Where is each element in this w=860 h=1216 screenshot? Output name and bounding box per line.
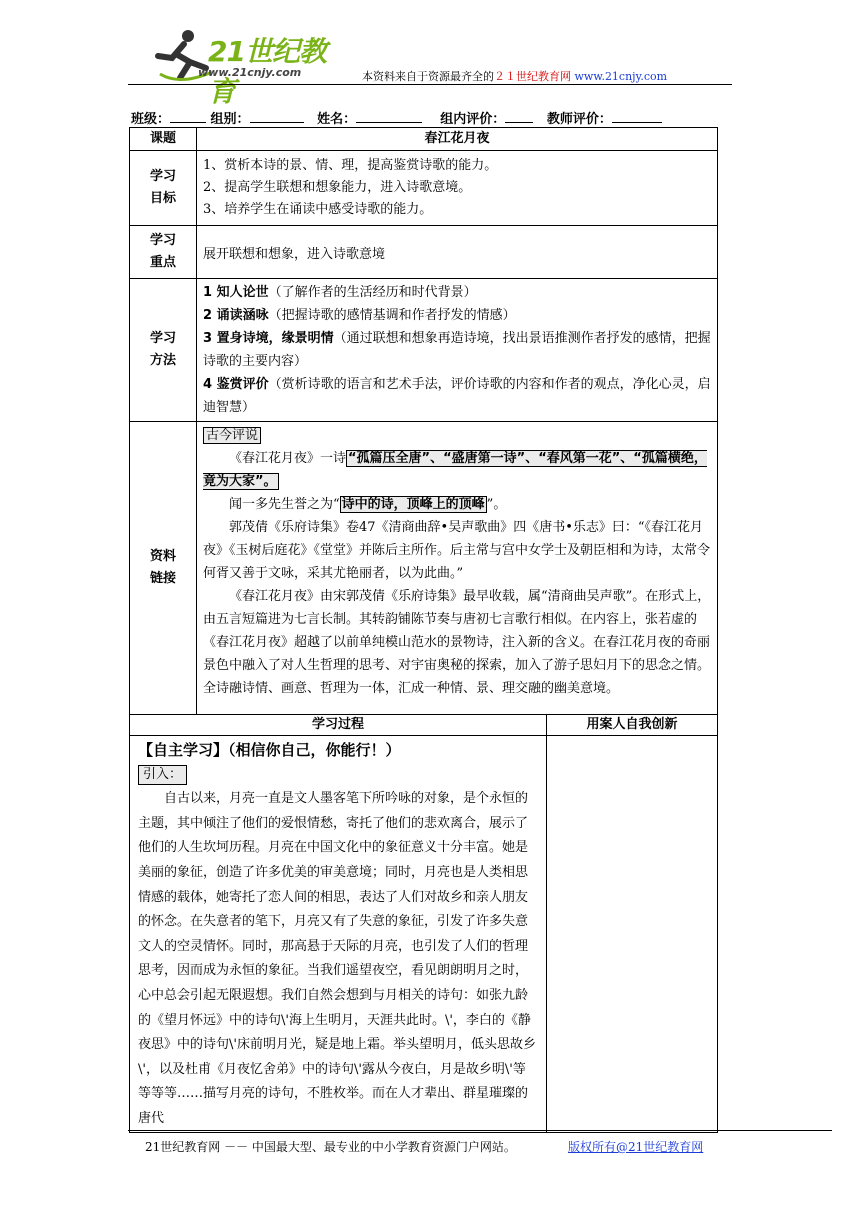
topic-label: 课题 xyxy=(130,128,197,151)
highlighted-quote: 诗中的诗，顶峰上的顶峰 xyxy=(341,497,485,512)
site-name-link[interactable]: ２１世纪教育网 xyxy=(494,70,571,83)
methods-label: 学习方法 xyxy=(130,279,197,422)
footer-divider xyxy=(128,1130,832,1131)
footer-text: 21世纪教育网 －－ 中国最大型、最专业的中小学教育资源门户网站。 xyxy=(145,1140,516,1154)
methods-cell xyxy=(197,279,718,422)
method-item: 1 知人论世（了解作者的生活经历和时代背景） xyxy=(203,285,477,300)
intro-tag: 引入： xyxy=(138,765,187,785)
goals-label: 学习目标 xyxy=(130,151,197,226)
highlighted-quote: “孤篇压全唐”、“盛唐第一诗”、“春风第一花”、“孤篇横绝，竟为大家”。 xyxy=(203,451,707,489)
goal-item: 3、培养学生在诵读中感受诗歌的能力。 xyxy=(203,202,433,217)
resources-paragraph: 《春江花月夜》一诗 “孤篇压全唐”、“盛唐第一诗”、“春风第一花”、“孤篇横绝，竟为大家”。 xyxy=(203,451,707,489)
logo-text: 21世纪教育 xyxy=(208,35,326,108)
peer-eval-blank[interactable] xyxy=(505,110,533,123)
name-blank[interactable] xyxy=(356,110,422,123)
self-innovation-header: 用案人自我创新 xyxy=(547,715,718,736)
study-title: 【自主学习】（相信你自己，你能行！） xyxy=(138,741,401,759)
resources-label: 资料链接 xyxy=(130,422,197,715)
method-item: 4 鉴赏评价（赏析诗歌的语言和艺术手法，评价诗歌的内容和作者的观点，净化心灵，启迪智慧） xyxy=(203,377,711,415)
goals-cell xyxy=(197,151,718,226)
resources-cell xyxy=(197,422,718,715)
teacher-eval-blank[interactable] xyxy=(612,110,662,123)
lesson-plan-table xyxy=(129,127,718,1133)
process-header: 学习过程 xyxy=(130,715,547,736)
process-header-row xyxy=(130,715,718,736)
header-note: 本资料来自于资源最齐全的２１世纪教育网 www.21cnjy.com xyxy=(362,70,668,83)
methods-row xyxy=(130,279,718,422)
self-innovation-cell[interactable] xyxy=(547,736,718,1133)
method-item: 2 诵读涵咏（把握诗歌的感情基调和作者抒发的情感） xyxy=(203,308,516,323)
study-cell xyxy=(130,736,547,1133)
student-info-line: 班级： 组别： 姓名： 组内评价： 教师评价： xyxy=(131,108,662,127)
resources-paragraph: 《春江花月夜》由宋郭茂倩《乐府诗集》最早收载，属“清商曲吴声歌”。在形式上，由五言短篇进为七言长制。其转韵铺陈节奏与唐初七言歌行相似。在内容上，张若虚的《春江花月夜》超越了以前单纯模山范水的景物诗，注入新的含义。在春江花月夜的奇丽景色中融入了对人生哲理的思考、对宇宙奥秘的探索，加入了游子思妇月下的思念之情。全诗融诗情、画意、哲理为一体，汇成一种情、景、理交融的幽美意境。 xyxy=(203,589,711,696)
goal-item: 2、提高学生联想和想象能力，进入诗歌意境。 xyxy=(203,180,472,195)
goals-row xyxy=(130,151,718,226)
focus-label: 学习重点 xyxy=(130,226,197,279)
topic-title: 春江花月夜 xyxy=(197,128,718,151)
site-logo xyxy=(150,28,340,108)
focus-cell: 展开联想和想象，进入诗歌意境 xyxy=(197,226,718,279)
intro-text: 自古以来，月亮一直是文人墨客笔下所吟咏的对象，是个永恒的主题，其中倾注了他们的爱恨情愁，寄托了他们的悲欢离合，展示了他们的人生坎坷历程。月亮在中国文化中的象征意义十分丰富。她是美丽的象征，创造了许多优美的审美意境；同时，月亮也是人类相思情感的载体，她寄托了恋人间的相思，表达了人们对故乡和亲人朋友的怀念。在失意者的笔下，月亮又有了失意的象征，引发了许多失意文人的空灵情怀。同时，那高悬于天际的月亮，也引发了人们的哲理思考，因而成为永恒的象征。当我们遥望夜空，看见朗朗明月之时，心中总会引起无限遐想。我们自然会想到与月相关的诗句：如张九龄的《望月怀远》中的诗句\'海上生明月，天涯共此时。\'，李白的《静夜思》中的诗句\'床前明月光，疑是地上霜。举头望明月，低头思故乡\'，以及杜甫《月夜忆舍弟》中的诗句\'露从今夜白，月是故乡明\'等等等等……描写月亮的诗句，不胜枚举。而在人才辈出、群星璀璨的唐代 xyxy=(138,791,536,1126)
resources-paragraph: 郭茂倩《乐府诗集》卷47《清商曲辞•吴声歌曲》四《唐书•乐志》曰：“《春江花月夜》《玉树后庭花》《堂堂》并陈后主所作。后主常与宫中女学士及朝臣相和为诗，太常令何胥又善于文咏，采其尤艳丽者，以为此曲。” xyxy=(203,520,711,581)
logo-url: www.21cnjy.com xyxy=(198,66,302,79)
copyright-link[interactable]: 版权所有@21世纪教育网 xyxy=(568,1140,704,1154)
method-item: 3 置身诗境，缘景明情（通过联想和想象再造诗境，找出景语推测作者抒发的感情，把握诗歌的主要内容） xyxy=(203,331,711,369)
focus-row xyxy=(130,226,718,279)
group-blank[interactable] xyxy=(250,110,304,123)
site-url-link[interactable]: www.21cnjy.com xyxy=(574,70,668,83)
class-blank[interactable] xyxy=(170,110,206,123)
resources-tag: 古今评说 xyxy=(203,427,261,444)
topic-row xyxy=(130,128,718,151)
header-divider xyxy=(128,84,732,85)
goal-item: 1、赏析本诗的景、情、理，提高鉴赏诗歌的能力。 xyxy=(203,158,498,173)
resources-row xyxy=(130,422,718,715)
study-row xyxy=(130,736,718,1133)
resources-paragraph: 闻一多先生誉之为“ 诗中的诗，顶峰上的顶峰 ”。 xyxy=(229,497,507,512)
